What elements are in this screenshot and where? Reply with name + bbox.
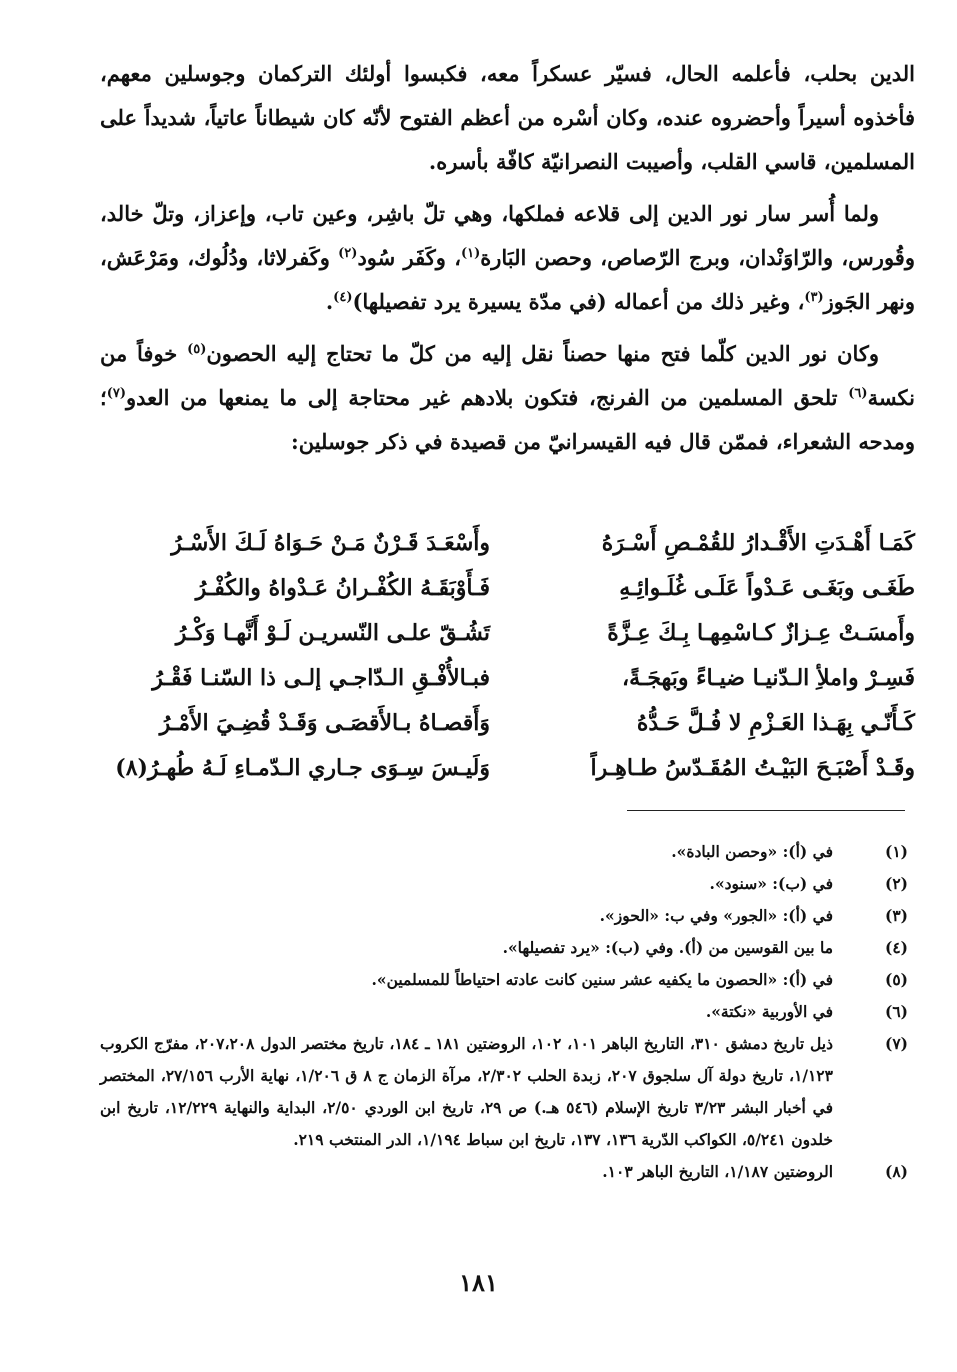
footnote <box>100 932 908 964</box>
verse-line <box>100 655 915 700</box>
verse-second-hemistich: وَأَقصـاهُ بـالأَقصَـى وَقَـدْ قُضِـيَ الأَمْـرُ <box>159 709 490 736</box>
verse-first-hemistich: وأَمسَـتْ عِـزازٌ كـاسْمِهـا بِـكَ عِـزَّةً <box>607 619 915 646</box>
paragraph-text: خوفاً من نكسة <box>100 341 915 410</box>
footnotes <box>100 836 908 1188</box>
main-text <box>100 52 915 464</box>
footnote <box>100 900 908 932</box>
verse-second-hemistich: وَلَيـسَ سِـوَى جـاري الـدّمـاءِ لَـهُ طُهـرُ(٨) <box>115 754 490 781</box>
verse-second-hemistich: تَشُـقّ علـى النّسريـن لَـوْ أَنَّهـا وَكْـرُ <box>175 619 490 646</box>
verse-second-hemistich: وأَسْعَـدَ قَـرْنٌ مَـنْ حَـوَاهُ لَـكَ الأَسْـرُ <box>171 529 490 556</box>
paragraph-text: وكان نور الدين كلّما فتح منها حصناً نقل إليه من كلّ ما تحتاج إليه الحصون <box>206 341 879 366</box>
footnote-ref: (٤) <box>333 290 353 305</box>
verse-first-hemistich: كَـأَنّـي بِهَـذا العَـزْمِ لا فُـلَّ حَـدُّهُ <box>636 709 915 736</box>
footnote-text: في (أ): «الحصون ما يكفيه عشر سنين كانت عادته احتياطاً للمسلمين». <box>371 970 833 989</box>
verse-first-hemistich: فَسِـرْ واملأِ الـدّنيـا ضيـاءً وبَهجَـةً، <box>622 664 915 691</box>
paragraph-text: . <box>325 289 334 314</box>
paragraph-1 <box>100 52 915 184</box>
footnote-ref: (٧) <box>106 386 126 401</box>
paragraph-text: وكَفرلاثا، ودُلُوك، ومَرْعَش، ونهر الجَوز <box>100 245 915 314</box>
footnote-divider <box>627 810 905 811</box>
footnote <box>100 868 908 900</box>
footnote-number: (٢) <box>884 874 908 893</box>
footnote-text: في (أ): «وحصن البادة». <box>671 842 833 861</box>
verse-first-hemistich: وقَـدْ أَصْبَـحَ البَيْـتُ المُقَـدّسُ طـاهِـراً <box>590 754 915 781</box>
verse-line <box>100 745 915 790</box>
footnote-text: في الأوربية «نكتة». <box>705 1002 833 1021</box>
verse-first-hemistich: كَمَـا أَهْـدَتِ الأَقْـدارُ للقُمْـصِ أَسْـرَهُ <box>601 529 915 556</box>
verse-line <box>100 520 915 565</box>
footnote-number: (٣) <box>884 906 908 925</box>
footnote-text: في (أ): «الجور» وفي ب: «الحوز». <box>599 906 833 925</box>
footnote <box>100 836 908 868</box>
footnote-ref: (٢) <box>338 246 358 261</box>
paragraph-2 <box>100 192 915 324</box>
footnote <box>100 1156 908 1188</box>
verse-second-hemistich: فَـأَوْبَقَـهُ الكُفْـرانُ عَـدْواهُ والكُفْـرُ <box>195 574 490 601</box>
footnote-ref: (٥) <box>187 342 207 357</box>
footnote <box>100 964 908 996</box>
footnote-number: (٤) <box>884 938 908 957</box>
footnote-text: في (ب): «سنود». <box>709 874 833 893</box>
page-number: ١٨١ <box>459 1268 498 1297</box>
verse-line <box>100 610 915 655</box>
footnote <box>100 996 908 1028</box>
footnote-text: الروضتين ١/١٨٧، التاريخ الباهر ١٠٣. <box>602 1162 833 1181</box>
verse-first-hemistich: طَغَـى وبَغَـى عَـدْواً عَلَـى غُلَـوائِـهِ <box>619 574 915 601</box>
footnote-ref: (٣) <box>804 290 824 305</box>
footnote-ref: (١) <box>460 246 481 261</box>
poem <box>100 520 915 790</box>
footnote-number: (١) <box>884 842 908 861</box>
footnote-number: (٨) <box>884 1162 908 1181</box>
paragraph-text: ؛ ومدحه الشعراء، فممّن قال فيه القيسرانيّ من قصيدة في ذكر جوسلين: <box>100 385 915 454</box>
verse-line <box>100 700 915 745</box>
verse-second-hemistich: فبـالأُفْـقِ الـدّاجـي إلـى ذا السّنـا فَقْـرُ <box>152 664 490 691</box>
paragraph-text: تلحق المسلمين من الفرنج، فتكون بلادهم غير محتاجة إلى ما يمنعها من العدو <box>125 385 849 410</box>
footnote-number: (٧) <box>884 1034 908 1053</box>
paragraph-text: ولما أُسر سار نور الدين إلى قلاعه فملكها، وهي تلّ باشِر، وعين تاب، وإعزاز، وتلّ خالد، وقُورس، والرّاوَنْدان، وبرج الرّصاص، وحصن البَارة <box>100 201 915 270</box>
paragraph-text: ، وغير ذلك من أعماله (في مدّة يسيرة يرد تفصيلها) <box>352 289 805 314</box>
footnote-text: ما بين القوسين من (أ). وفي (ب): «يرد تفصيلها». <box>502 938 833 957</box>
paragraph-3 <box>100 332 915 464</box>
paragraph-text: ، وكَفَر سُود <box>357 245 461 270</box>
verse-line <box>100 565 915 610</box>
footnote-text: ذيل تاريخ دمشق ٣١٠، التاريخ الباهر ١٠١، ١٠٢، الروضتين ١٨١ ـ ١٨٤، تاريخ مختصر الدول ٢٠٧،٢٠٨، مفرّج الكروب ١/١٢٣، تاريخ دولة آل سلجوق ٢٠٧، زبدة الحلب ٢/٣٠٢، مرآة الزمان ج ٨ ق ١/٢٠٦، نهاية الأرب ٢٧/١٥٦، المختصر في أخبار البشر ٣/٢٣ تاريخ الإسلام (٥٤٦ هـ.) ص ٢٩، تاريخ ابن الوردي ٢/٥٠، البداية والنهاية ١٢/٢٢٩، تاريخ ابن خلدون ٥/٢٤١، الكواكب الدّرية ١٣٦، ١٣٧، تاريخ ابن سباط ١/١٩٤، الدر المنتخب ٢١٩. <box>100 1034 834 1149</box>
paragraph-text: الدين بحلب، فأعلمه الحال، فسيّر عسكراً معه، فكبسوا أولئك التركمان وجوسلين معهم، فأخذوه أسيراً وأحضروه عنده، وكان أسْره من أعظم الفتوح لأنّه كان شيطاناً عاتياً، شديداً على المسلمين، قاسي القلب، وأصيبت النصرانيّة كافّة بأسره. <box>100 61 915 174</box>
footnote-ref: (٦) <box>848 386 868 401</box>
footnote <box>100 1028 908 1156</box>
footnote-number: (٦) <box>884 1002 908 1021</box>
footnote-number: (٥) <box>884 970 908 989</box>
